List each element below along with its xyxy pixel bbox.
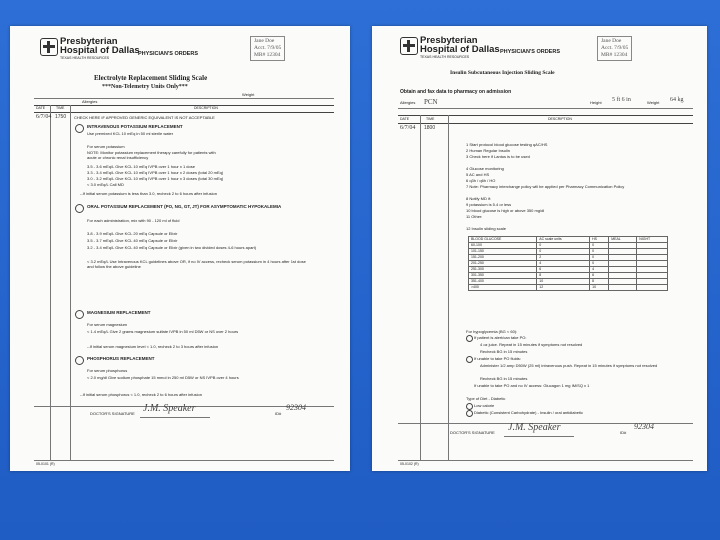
doctor-signature-label: DOCTOR'S SIGNATURE: [450, 430, 495, 435]
checkbox-no-po[interactable]: [466, 356, 473, 363]
scale-cell: 4: [590, 267, 609, 273]
scale-cell: 0: [590, 243, 609, 249]
scale-cell: 4: [537, 261, 590, 267]
scale-cell: 6: [590, 273, 609, 279]
order-time: 1800: [424, 125, 436, 131]
hypoglycemia-line: If unable to take PO fluids:: [474, 356, 521, 361]
stamp-line: Jane Doe: [254, 38, 275, 44]
fax-notice: Obtain and fax data to pharmacy on admission: [400, 89, 512, 95]
allergies-label: Allergies: [82, 99, 98, 104]
scale-header: AC scale units: [537, 237, 590, 243]
scale-cell: 101-150: [469, 249, 537, 255]
scale-cell: 8: [590, 279, 609, 285]
allergies-value: PCN: [424, 98, 438, 106]
form-title: Electrolyte Replacement Sliding Scale: [94, 74, 208, 82]
scale-cell: 251-300: [469, 267, 537, 273]
doctor-signature-label: DOCTOR'S SIGNATURE: [90, 411, 135, 416]
brand-line-1: Presbyterian: [60, 36, 118, 47]
scale-header: BLOOD GLUCOSE: [469, 237, 537, 243]
scale-cell: 10: [590, 285, 609, 291]
order-item: 4 Glucose monitoring: [466, 166, 504, 171]
checkbox-magnesium[interactable]: [75, 310, 84, 319]
section-line: For each administration, mix with 90 - 120 ml of fluid: [87, 218, 180, 223]
id-value: 92304: [634, 422, 654, 431]
hypoglycemia-line: If patient is alert/can take PO:: [474, 335, 527, 340]
weight-label: Weight: [647, 100, 660, 105]
doctor-signature: J.M. Speaker: [143, 403, 196, 414]
order-item: 5 AC and HS: [466, 172, 490, 177]
section-line: acute or chronic renal insufficiency: [87, 155, 149, 160]
hypoglycemia-line: Administer 1/2 amp D50W (25 ml) intravenous push. Repeat in 15 minutes if symptoms not resolved: [480, 363, 658, 368]
section-line: 3.0 - 3.2 mEq/L Give KCL 10 mEq IVPB over 1 hour x 3 doses (total 30 mEq): [87, 176, 224, 181]
section-line: < 2.0 mg/dl Give sodium phosphate 15 mmol in 250 ml D5W or NS IVPB over 4 hours: [87, 375, 239, 380]
scale-cell: 6: [537, 267, 590, 273]
brand-subtitle: TEXAS HEALTH RESOURCES: [420, 55, 470, 59]
order-item: 2 Human Regular Insulin: [466, 148, 511, 153]
col-time: TIME: [426, 117, 435, 121]
col-date: DATE: [36, 106, 46, 110]
section-line: NOTE: Monitor potassium replacement therapy carefully for patients with: [87, 150, 216, 155]
section-line: --If initial serum potassium is less than 3.0, recheck 2 to 6 hours after infusion: [80, 191, 217, 196]
stamp-line: Acct. 7/9/05: [601, 45, 629, 51]
diet-label: Type of Diet - Diabetic: [466, 396, 506, 401]
scale-cell: 60-100: [469, 243, 537, 249]
scale-cell: 8: [537, 273, 590, 279]
order-date: 6/7/04: [400, 125, 416, 131]
section-line: 3.2 - 3.4 mEq/L Give KCL 40 mEq Capsule or Elixir (given in two divided doses 4-6 hours apart): [87, 245, 257, 250]
section-line: 3.3 - 3.4 mEq/L Give KCL 10 mEq IVPB over 1 hour x 2 doses (total 20 mEq): [87, 170, 224, 175]
section-line: 3.5 - 3.6 mEq/L Give KCL 10 mEq IVPB over 1 hour x 1 dose: [87, 164, 195, 169]
brand-line-2: Hospital of Dallas: [420, 44, 500, 55]
table-header: [398, 115, 693, 124]
physicians-orders-label: PHYSICIAN'S ORDERS: [138, 51, 198, 57]
height-value: 5 ft 6 in: [612, 97, 631, 103]
insulin-order-form: [372, 26, 707, 471]
section-line: 3.8 - 3.9 mEq/L Give KCL 20 mEq Capsule or Elixir: [87, 231, 178, 236]
order-item: 7 Note: Pharmacy interchange policy will be applied per Pharmacy Communication Policy: [466, 184, 625, 189]
scale-header: MEAL: [609, 237, 637, 243]
scale-cell: 201-250: [469, 261, 537, 267]
scale-header: HS: [590, 237, 609, 243]
hypoglycemia-line: If unable to take PO and no IV access: Glucagon 1 mg IM/SQ x 1: [474, 383, 590, 388]
form-title: Insulin Subcutaneous Injection Sliding Scale: [450, 70, 555, 76]
allergies-label: Allergies: [400, 100, 416, 105]
checkbox-low-calorie[interactable]: [466, 403, 473, 410]
electrolyte-order-form: [10, 26, 350, 471]
scale-cell: 0: [537, 249, 590, 255]
scale-cell: 0: [590, 261, 609, 267]
section-heading: ORAL POTASSIUM REPLACEMENT (PO, NG, GT, JT) FOR ASYMPTOMATIC HYPOKALEMIA: [87, 204, 282, 209]
table-header: [34, 105, 334, 113]
section-line: Use premixed KCL 10 mEq in 50 ml sterile water: [87, 131, 174, 136]
scale-cell: 0: [590, 255, 609, 261]
scale-cell: 12: [537, 285, 590, 291]
form-code: 05-0102 (R): [400, 462, 419, 466]
height-label: Height: [590, 100, 602, 105]
insulin-scale-table: [468, 236, 668, 291]
section-line: --If initial serum magnesium level < 1.0, recheck 2 to 3 hours after infusion: [87, 344, 219, 349]
col-description: DESCRIPTION: [194, 106, 218, 110]
brand-subtitle: TEXAS HEALTH RESOURCES: [60, 56, 110, 60]
brand-line-1: Presbyterian: [420, 35, 478, 46]
generic-equivalent-note: CHECK HERE IF APPROVED GENERIC EQUIVALENT IS NOT ACCEPTABLE: [74, 115, 215, 120]
checkbox-alert[interactable]: [466, 335, 473, 342]
scale-cell: >400: [469, 285, 537, 291]
hypoglycemia-line: Recheck BG in 15 minutes: [480, 376, 528, 381]
scale-header: NIGHT: [637, 237, 668, 243]
section-line: 3.5 - 3.7 mEq/L Give KCL 40 mEq Capsule or Elixir: [87, 238, 178, 243]
hypoglycemia-line: 4 oz juice. Repeat in 15 minutes if symptoms not resolved: [480, 342, 583, 347]
patient-stamp: [597, 36, 632, 61]
checkbox-oral-potassium[interactable]: [75, 204, 84, 213]
order-item: 12 Insulin sliding scale: [466, 226, 507, 231]
checkbox-phosphorus[interactable]: [75, 356, 84, 365]
scale-cell: 151-200: [469, 255, 537, 261]
stamp-line: Acct. 7/9/05: [254, 45, 282, 51]
id-value: 92304: [286, 403, 306, 412]
hospital-cross-logo-icon: [40, 38, 58, 56]
stamp-line: MR# 12304: [254, 52, 281, 58]
order-item: 8 Notify MD if:: [466, 196, 492, 201]
hospital-cross-logo-icon: [400, 37, 418, 55]
physicians-orders-label: PHYSICIAN'S ORDERS: [500, 49, 560, 55]
weight-label: Weight: [242, 92, 255, 97]
weight-value: 64 kg: [670, 97, 684, 103]
scale-cell: 10: [537, 279, 590, 285]
order-item: 10 blood glucose is high or above 350 mg/dl: [466, 208, 545, 213]
id-label: ID#: [275, 411, 282, 416]
order-item: 1 Start protocol blood glucose testing qAC/HS: [466, 142, 548, 147]
doctor-signature: J.M. Speaker: [508, 422, 561, 433]
section-heading: INTRAVENOUS POTASSIUM REPLACEMENT: [87, 124, 183, 129]
section-line: For serum potassium: [87, 144, 125, 149]
section-line: < 1.4 mEq/L Give 2 grams magnesium sulfate IVPB in 50 ml D5W or NS over 2 hours: [87, 329, 239, 334]
col-time: TIME: [56, 106, 65, 110]
scale-cell: 301-350: [469, 273, 537, 279]
stamp-line: Jane Doe: [601, 38, 622, 44]
checkbox-iv-potassium[interactable]: [75, 124, 84, 133]
diet-option: Diabetic (Consistent Carbohydrate) - Insulin / oral antidiabetic: [474, 410, 583, 415]
order-date: 6/7/04: [36, 114, 52, 120]
brand-line-2: Hospital of Dallas: [60, 45, 140, 56]
section-line: --If initial serum phosphorus < 1.0, recheck 2 to 6 hours after infusion: [80, 392, 202, 397]
stamp-line: MR# 12304: [601, 52, 628, 58]
order-time: 1750: [55, 114, 67, 120]
checkbox-diabetic[interactable]: [466, 410, 473, 417]
form-subtitle: ***Non-Telemetry Units Only***: [102, 84, 188, 90]
patient-stamp: [250, 36, 285, 61]
diet-option: Low calorie: [474, 403, 495, 408]
section-line: For serum magnesium: [87, 322, 128, 327]
scale-cell: 0: [590, 249, 609, 255]
order-item: 3 Check here if Lantus is to be used: [466, 154, 530, 159]
scale-cell: 351-400: [469, 279, 537, 285]
order-item: 6 q3h / q6h / HO: [466, 178, 496, 183]
hypoglycemia-line: Recheck BG in 15 minutes: [480, 349, 528, 354]
scale-cell: 2: [537, 255, 590, 261]
order-item: 11 Other:: [466, 214, 483, 219]
hypoglycemia-line: For hypoglycemia (BG < 60):: [466, 329, 518, 334]
section-line: For serum phosphorus: [87, 368, 128, 373]
section-line: < 3.2 mEq/L Use Intravenous KCL guidelines above OR, if no IV access, recheck serum potassium in 4 hours after 1st dose and follow the above guideline: [87, 259, 306, 269]
section-heading: PHOSPHORUS REPLACEMENT: [87, 356, 155, 361]
form-code: 05-0101 (R): [36, 462, 55, 466]
id-label: ID#: [620, 430, 627, 435]
section-line: < 3.0 mEq/L Call MD: [87, 182, 124, 187]
order-item: 9 potassium is 5.4 or less: [466, 202, 512, 207]
section-heading: MAGNESIUM REPLACEMENT: [87, 310, 151, 315]
col-date: DATE: [400, 117, 410, 121]
col-description: DESCRIPTION: [548, 117, 572, 121]
scale-cell: 0: [537, 243, 590, 249]
